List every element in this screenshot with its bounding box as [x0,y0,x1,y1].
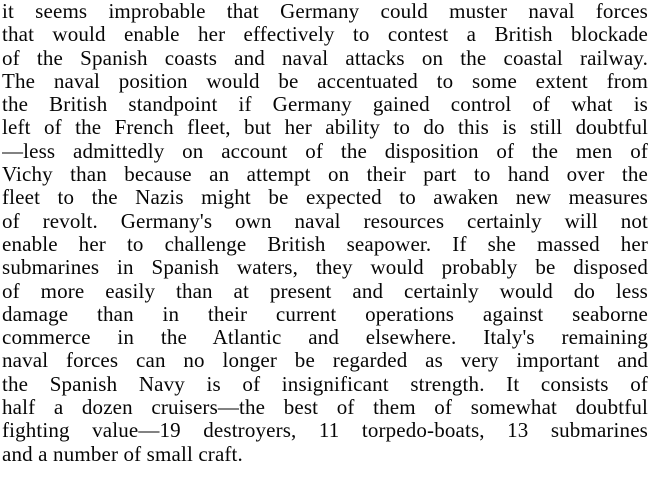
text-line: of the Spanish coasts and naval attacks on the coastal railway. [2,46,648,70]
text-line: half a dozen cruisers—the best of them of somewhat doubtful [2,396,648,420]
text-line: —less admittedly on account of the disposition of the men of [2,139,648,163]
text-line: the British standpoint if Germany gained control of what is [2,93,648,117]
text-line: damage than in their current operations against seaborne [2,302,648,326]
text-line: submarines in Spanish waters, they would probably be disposed [2,256,648,280]
text-line: enable her to challenge British seapower. If she massed her [2,232,648,256]
text-line: that would enable her effectively to contest a British blockade [2,23,648,47]
text-line: fighting value—19 destroyers, 11 torpedo-boats, 13 submarines [2,419,648,443]
text-line: left of the French fleet, but her ability to do this is still doubtful [2,116,648,140]
text-line: the Spanish Navy is of insignificant strength. It consists of [2,372,648,396]
text-line: commerce in the Atlantic and elsewhere. Italy's remaining [2,326,648,350]
text-line: of more easily than at present and certainly would do less [2,279,648,303]
text-line: Vichy than because an attempt on their part to hand over the [2,163,648,187]
article-text-block [2,0,648,466]
text-line: it seems improbable that Germany could muster naval forces [2,0,648,23]
text-line: naval forces can no longer be regarded as very important and [2,349,648,373]
text-line: The naval position would be accentuated to some extent from [2,69,648,93]
text-line: fleet to the Nazis might be expected to awaken new measures [2,186,648,210]
text-line: of revolt. Germany's own naval resources certainly will not [2,209,648,233]
text-line: and a number of small craft. [2,442,243,466]
